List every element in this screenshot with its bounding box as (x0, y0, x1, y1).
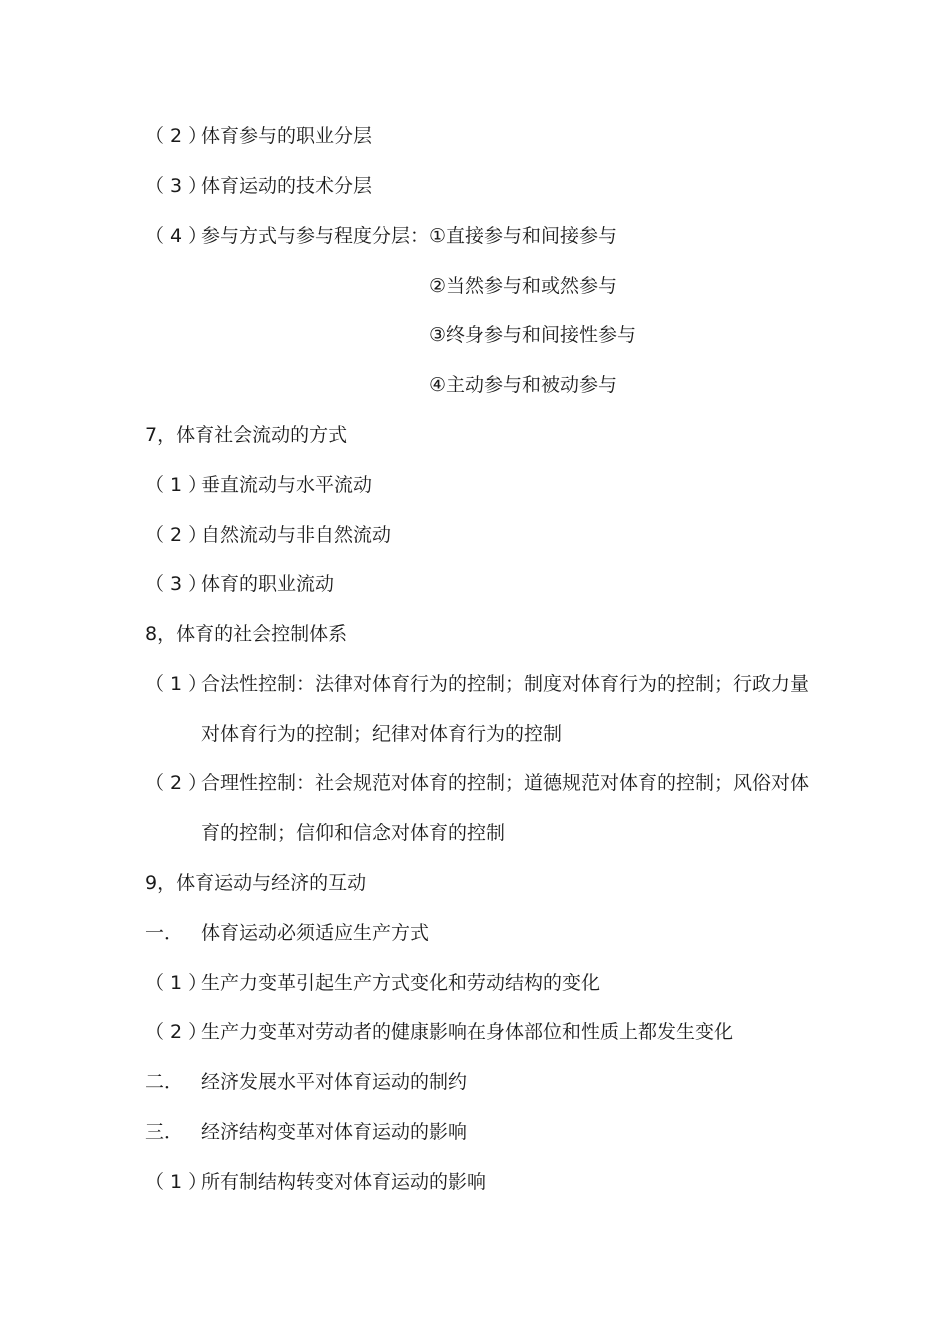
sub-item-text: ③终身参与和间接性参与 (429, 324, 637, 346)
item-text: 自然流动与非自然流动 (201, 524, 392, 546)
item-text: 生产力变革引起生产方式变化和劳动结构的变化 (201, 972, 601, 994)
item-marker: （ 2 ） (145, 524, 208, 546)
item-text: 体育运动的技术分层 (201, 175, 373, 197)
item-marker: （ 1 ） (145, 474, 208, 496)
item-marker: （ 4 ） (145, 225, 208, 247)
item-text: 合理性控制：社会规范对体育的控制；道德规范对体育的控制；风俗对体 (201, 772, 810, 794)
item-marker: 三． (145, 1121, 184, 1143)
item-text: 垂直流动与水平流动 (201, 474, 373, 496)
heading-text: 9，体育运动与经济的互动 (145, 872, 367, 894)
item-text: 体育参与的职业分层 (201, 125, 373, 147)
item-text: 体育的职业流动 (201, 573, 335, 595)
item-marker: （ 3 ） (145, 573, 208, 595)
item-marker: 二． (145, 1071, 184, 1093)
item-text: 合法性控制：法律对体育行为的控制；制度对体育行为的控制；行政力量 (201, 673, 810, 695)
item-marker: （ 3 ） (145, 175, 208, 197)
item-marker: （ 1 ） (145, 673, 208, 695)
item-text: 经济结构变革对体育运动的影响 (201, 1121, 468, 1143)
sub-item-text: ②当然参与和或然参与 (429, 275, 618, 297)
item-marker: 一． (145, 922, 184, 944)
item-text: 育的控制；信仰和信念对体育的控制 (201, 822, 506, 844)
item-text: 参与方式与参与程度分层：①直接参与和间接参与 (201, 225, 618, 247)
item-marker: （ 1 ） (145, 972, 208, 994)
item-marker: （ 1 ） (145, 1171, 208, 1193)
item-text: 所有制结构转变对体育运动的影响 (201, 1171, 487, 1193)
item-marker: （ 2 ） (145, 772, 208, 794)
item-marker: （ 2 ） (145, 1021, 208, 1043)
heading-text: 8，体育的社会控制体系 (145, 623, 348, 645)
item-text: 经济发展水平对体育运动的制约 (201, 1071, 468, 1093)
sub-item-text: ④主动参与和被动参与 (429, 374, 618, 396)
item-text: 生产力变革对劳动者的健康影响在身体部位和性质上都发生变化 (201, 1021, 734, 1043)
item-text: 对体育行为的控制；纪律对体育行为的控制 (201, 723, 563, 745)
item-marker: （ 2 ） (145, 125, 208, 147)
heading-text: 7，体育社会流动的方式 (145, 424, 348, 446)
item-text: 体育运动必须适应生产方式 (201, 922, 430, 944)
